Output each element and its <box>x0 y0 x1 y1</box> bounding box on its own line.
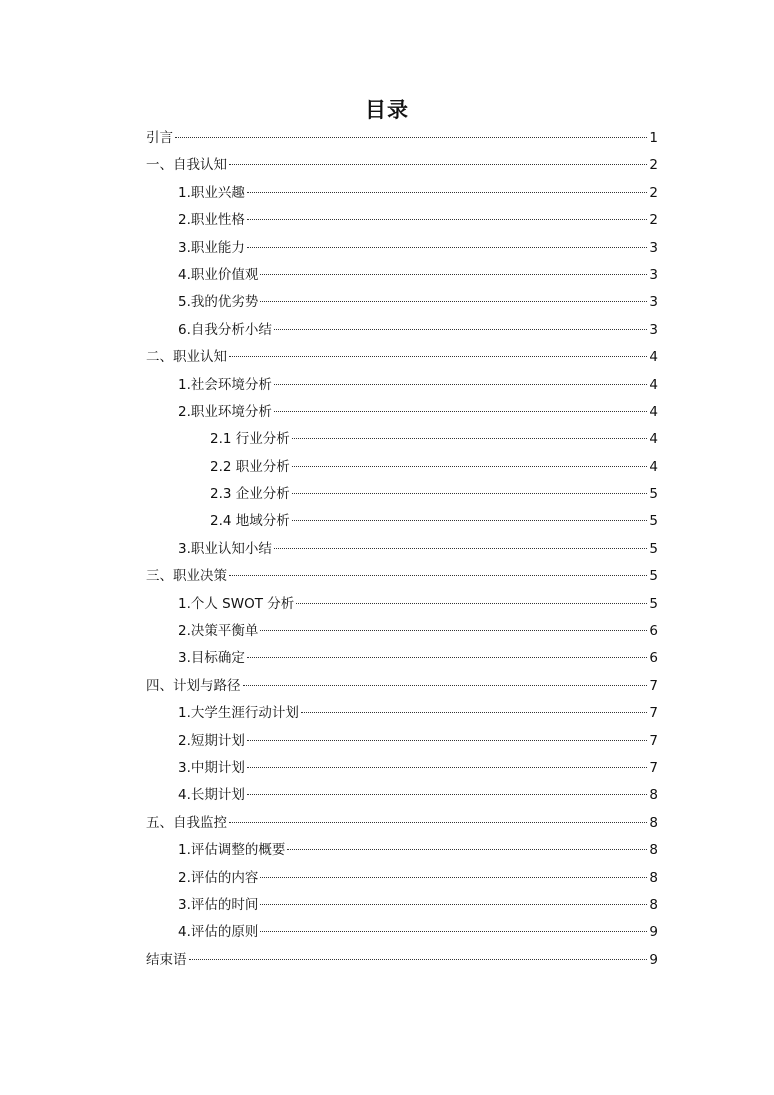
toc-entry-page-number: 7 <box>649 759 658 776</box>
toc-entry[interactable] <box>146 892 658 919</box>
toc-entry[interactable] <box>146 372 658 399</box>
toc-entry[interactable] <box>146 645 658 672</box>
toc-entry-page-number: 7 <box>649 705 658 722</box>
toc-entry[interactable] <box>146 947 658 974</box>
dot-leader <box>274 548 648 549</box>
dot-leader <box>274 384 648 385</box>
toc-entry-page-number: 2 <box>649 212 658 229</box>
toc-entry-page-number: 6 <box>649 650 658 667</box>
dot-leader <box>247 657 648 658</box>
toc-entry-page-number: 5 <box>649 595 658 612</box>
toc-entry-label: 4.长期计划 <box>178 787 245 804</box>
toc-entry-label: 1.评估调整的概要 <box>178 842 286 859</box>
dot-leader <box>296 603 647 604</box>
toc-entry[interactable] <box>146 481 658 508</box>
toc-entry-label: 1.社会环境分析 <box>178 376 272 393</box>
toc-entry-page-number: 3 <box>649 266 658 283</box>
toc-entry-label: 2.职业性格 <box>178 212 245 229</box>
toc-entry-label: 3.职业认知小结 <box>178 540 272 557</box>
toc-entry-label: 3.职业能力 <box>178 239 245 256</box>
toc-entry-page-number: 4 <box>649 376 658 393</box>
toc-entry[interactable] <box>146 591 658 618</box>
toc-entry[interactable] <box>146 508 658 535</box>
toc-entry[interactable] <box>146 700 658 727</box>
toc-entry-page-number: 5 <box>649 568 658 585</box>
dot-leader <box>175 137 647 138</box>
toc-entry-page-number: 8 <box>649 896 658 913</box>
toc-entry-page-number: 7 <box>649 677 658 694</box>
toc-entry-label: 四、计划与路径 <box>146 677 241 694</box>
toc-entry-page-number: 2 <box>649 184 658 201</box>
toc-entry-page-number: 5 <box>649 540 658 557</box>
toc-entry-label: 五、自我监控 <box>146 814 227 831</box>
dot-leader <box>247 794 648 795</box>
dot-leader <box>247 247 648 248</box>
toc-entry-page-number: 9 <box>649 951 658 968</box>
dot-leader <box>292 438 648 439</box>
toc-entry-page-number: 4 <box>649 403 658 420</box>
toc-entry[interactable] <box>146 782 658 809</box>
dot-leader <box>274 411 648 412</box>
toc-entry-label: 2.职业环境分析 <box>178 403 272 420</box>
dot-leader <box>247 740 648 741</box>
toc-entry-label: 2.短期计划 <box>178 732 245 749</box>
toc-entry-label: 4.评估的原则 <box>178 924 259 941</box>
toc-entry-page-number: 6 <box>649 623 658 640</box>
table-of-contents <box>146 125 658 974</box>
dot-leader <box>243 685 648 686</box>
dot-leader <box>260 630 647 631</box>
toc-entry-page-number: 5 <box>649 513 658 530</box>
toc-entry[interactable] <box>146 563 658 590</box>
toc-entry-label: 1.大学生涯行动计划 <box>178 705 299 722</box>
toc-entry[interactable] <box>146 810 658 837</box>
toc-entry[interactable] <box>146 125 658 152</box>
toc-entry[interactable] <box>146 262 658 289</box>
toc-entry-label: 2.4 地域分析 <box>210 513 290 530</box>
toc-entry-label: 三、职业决策 <box>146 568 227 585</box>
toc-entry[interactable] <box>146 865 658 892</box>
dot-leader <box>292 493 648 494</box>
toc-entry[interactable] <box>146 919 658 946</box>
dot-leader <box>229 164 647 165</box>
toc-entry-label: 3.目标确定 <box>178 650 245 667</box>
toc-entry[interactable] <box>146 399 658 426</box>
toc-entry[interactable] <box>146 536 658 563</box>
toc-entry[interactable] <box>146 454 658 481</box>
dot-leader <box>292 520 648 521</box>
toc-entry-label: 一、自我认知 <box>146 157 227 174</box>
toc-entry-label: 2.评估的内容 <box>178 869 259 886</box>
toc-entry-page-number: 3 <box>649 294 658 311</box>
toc-entry-page-number: 7 <box>649 732 658 749</box>
toc-entry[interactable] <box>146 152 658 179</box>
toc-entry-page-number: 8 <box>649 814 658 831</box>
toc-entry-label: 4.职业价值观 <box>178 266 259 283</box>
toc-entry-label: 3.中期计划 <box>178 759 245 776</box>
toc-entry-label: 二、职业认知 <box>146 349 227 366</box>
dot-leader <box>301 712 648 713</box>
toc-entry-label: 2.2 职业分析 <box>210 458 290 475</box>
dot-leader <box>260 931 647 932</box>
dot-leader <box>247 767 648 768</box>
dot-leader <box>229 575 647 576</box>
toc-entry[interactable] <box>146 673 658 700</box>
toc-entry-label: 2.3 企业分析 <box>210 486 290 503</box>
toc-entry[interactable] <box>146 755 658 782</box>
toc-entry[interactable] <box>146 837 658 864</box>
toc-entry-label: 5.我的优劣势 <box>178 294 259 311</box>
toc-entry[interactable] <box>146 289 658 316</box>
dot-leader <box>229 356 647 357</box>
toc-entry-label: 1.个人 SWOT 分析 <box>178 595 295 612</box>
toc-entry-label: 6.自我分析小结 <box>178 321 272 338</box>
toc-entry[interactable] <box>146 207 658 234</box>
toc-entry-page-number: 4 <box>649 458 658 475</box>
toc-entry[interactable] <box>146 235 658 262</box>
dot-leader <box>247 192 648 193</box>
dot-leader <box>189 959 648 960</box>
dot-leader <box>229 822 647 823</box>
toc-entry-label: 1.职业兴趣 <box>178 184 245 201</box>
toc-entry-page-number: 3 <box>649 239 658 256</box>
toc-entry[interactable] <box>146 728 658 755</box>
dot-leader <box>247 219 648 220</box>
dot-leader <box>260 904 647 905</box>
toc-entry-label: 2.1 行业分析 <box>210 431 290 448</box>
toc-entry-page-number: 4 <box>649 431 658 448</box>
toc-title: 目录 <box>365 98 409 122</box>
dot-leader <box>260 877 647 878</box>
toc-entry-page-number: 3 <box>649 321 658 338</box>
dot-leader <box>292 466 648 467</box>
toc-entry-page-number: 8 <box>649 787 658 804</box>
toc-entry-page-number: 1 <box>649 130 658 146</box>
dot-leader <box>274 329 648 330</box>
dot-leader <box>287 849 647 850</box>
toc-entry-label: 结束语 <box>146 951 187 968</box>
toc-entry-page-number: 8 <box>649 869 658 886</box>
dot-leader <box>260 274 647 275</box>
toc-entry-page-number: 9 <box>649 924 658 941</box>
toc-entry-label: 2.决策平衡单 <box>178 623 259 640</box>
toc-entry-page-number: 4 <box>649 349 658 366</box>
toc-entry-page-number: 8 <box>649 842 658 859</box>
toc-entry[interactable] <box>146 344 658 371</box>
toc-entry[interactable] <box>146 618 658 645</box>
dot-leader <box>260 301 647 302</box>
toc-entry-label: 引言 <box>146 130 173 146</box>
toc-entry[interactable] <box>146 317 658 344</box>
toc-entry-page-number: 5 <box>649 486 658 503</box>
toc-entry[interactable] <box>146 426 658 453</box>
toc-entry-label: 3.评估的时间 <box>178 896 259 913</box>
toc-entry[interactable] <box>146 180 658 207</box>
toc-entry-page-number: 2 <box>649 157 658 174</box>
